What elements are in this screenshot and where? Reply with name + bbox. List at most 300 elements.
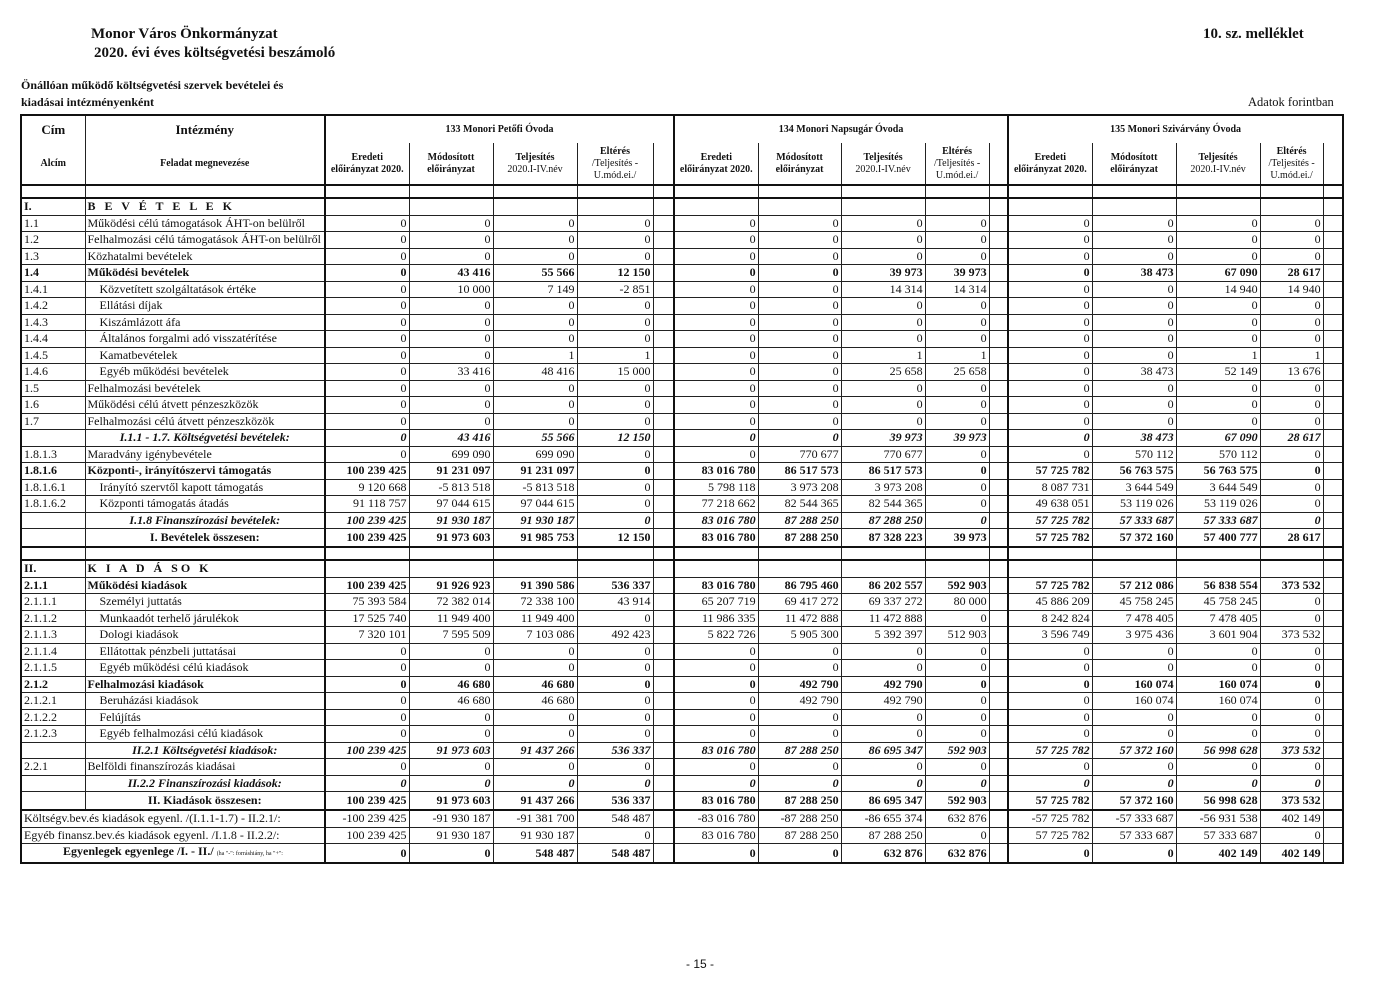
value-cell: 38 473 [1092, 265, 1176, 282]
value-cell: 0 [1092, 347, 1176, 364]
blank-cell [653, 529, 674, 548]
value-cell: 0 [674, 676, 758, 693]
value-cell: 0 [1260, 643, 1323, 660]
value-cell: 0 [925, 380, 989, 397]
value-cell: 7 478 405 [1176, 610, 1260, 627]
blank-cell [653, 232, 674, 249]
value-cell: 0 [1008, 347, 1092, 364]
value-cell: 91 973 603 [409, 529, 493, 548]
value-cell: 0 [758, 331, 841, 348]
value-cell: 0 [493, 726, 577, 743]
row-code: 1.2 [21, 232, 85, 249]
value-cell: 39 973 [841, 430, 925, 447]
value-cell: 0 [1008, 298, 1092, 315]
value-cell: 100 239 425 [325, 463, 409, 480]
value-cell: 100 239 425 [325, 742, 409, 759]
value-cell: 57 725 782 [1008, 463, 1092, 480]
value-cell: 0 [577, 660, 653, 677]
value-cell: 45 758 245 [1176, 594, 1260, 611]
value-cell: 0 [1176, 709, 1260, 726]
blank-cell [989, 529, 1008, 548]
value-cell: 0 [925, 232, 989, 249]
value-cell: 11 472 888 [841, 610, 925, 627]
value-cell: 0 [409, 844, 493, 864]
value-cell: 0 [1260, 660, 1323, 677]
value-cell: 0 [409, 397, 493, 414]
document-title [91, 25, 335, 63]
value-cell: 0 [325, 844, 409, 864]
value-cell: 0 [1260, 298, 1323, 315]
blank-cell [1323, 560, 1343, 577]
row-label: II.2.2 Finanszírozási kiadások: [85, 775, 325, 792]
value-cell: 7 478 405 [1092, 610, 1176, 627]
header-col-modositott-135 [1092, 143, 1176, 185]
table-row [21, 827, 1343, 844]
value-cell: 0 [841, 331, 925, 348]
header-col-elteres-135 [1260, 143, 1323, 185]
spacer-cell [925, 547, 989, 560]
value-cell: 0 [325, 430, 409, 447]
value-cell: 3 601 904 [1176, 627, 1260, 644]
blank-cell [989, 347, 1008, 364]
value-cell: 80 000 [925, 594, 989, 611]
value-cell: 45 886 209 [1008, 594, 1092, 611]
value-cell: 0 [841, 397, 925, 414]
value-cell: 0 [841, 215, 925, 232]
value-cell: 0 [674, 347, 758, 364]
row-code: 1.4.1 [21, 281, 85, 298]
value-cell: 0 [1008, 676, 1092, 693]
table-row [21, 709, 1343, 726]
table-row [21, 446, 1343, 463]
value-cell: 0 [674, 844, 758, 864]
value-cell: 0 [1008, 430, 1092, 447]
value-cell: 0 [1092, 709, 1176, 726]
value-cell: 570 112 [1092, 446, 1176, 463]
header-text: előirányzat [1110, 163, 1158, 175]
blank-cell [989, 430, 1008, 447]
header-text: előirányzat [427, 163, 475, 175]
blank-cell [1323, 496, 1343, 513]
value-cell [925, 560, 989, 577]
value-cell: 83 016 780 [674, 512, 758, 529]
value-cell: 97 044 615 [493, 496, 577, 513]
value-cell: 0 [409, 726, 493, 743]
value-cell: 87 288 250 [841, 512, 925, 529]
value-cell: 33 416 [409, 364, 493, 381]
blank-cell [653, 660, 674, 677]
value-cell: 57 725 782 [1008, 512, 1092, 529]
value-cell: 38 473 [1092, 430, 1176, 447]
value-cell: 536 337 [577, 742, 653, 759]
row-label: Személyi juttatás [85, 594, 325, 611]
value-cell: 0 [493, 660, 577, 677]
blank-cell [1323, 215, 1343, 232]
row-code: 1.6 [21, 397, 85, 414]
value-cell: 0 [1176, 331, 1260, 348]
value-cell: 0 [1008, 265, 1092, 282]
header-col-elteres-134 [925, 143, 989, 185]
header-row-columns [21, 143, 1343, 185]
value-cell: 0 [758, 215, 841, 232]
value-cell: 56 998 628 [1176, 742, 1260, 759]
value-cell: 100 239 425 [325, 792, 409, 811]
value-cell: 0 [674, 643, 758, 660]
value-cell: 46 680 [409, 676, 493, 693]
value-cell: 0 [758, 364, 841, 381]
value-cell: 0 [325, 380, 409, 397]
spacer-cell [1260, 185, 1323, 198]
table-row [21, 792, 1343, 811]
spacer-cell [653, 547, 674, 560]
value-cell: 0 [841, 314, 925, 331]
row-label: Egyéb felhalmozási célú kiadások [85, 726, 325, 743]
blank-cell [989, 627, 1008, 644]
value-cell: 83 016 780 [674, 463, 758, 480]
blank-cell [989, 248, 1008, 265]
blank-cell [989, 792, 1008, 811]
value-cell: 49 638 051 [1008, 496, 1092, 513]
value-cell: 28 617 [1260, 430, 1323, 447]
value-cell: 91 231 097 [493, 463, 577, 480]
value-cell: 0 [674, 331, 758, 348]
row-label: Ellátottak pénzbeli juttatásai [85, 643, 325, 660]
spacer-cell [758, 547, 841, 560]
value-cell: 0 [758, 660, 841, 677]
value-cell [1176, 198, 1260, 215]
spacer-cell [21, 547, 85, 560]
table-row [21, 643, 1343, 660]
row-code: 1.1 [21, 215, 85, 232]
blank-cell [1323, 577, 1343, 594]
value-cell: 0 [325, 232, 409, 249]
value-cell: 0 [1176, 759, 1260, 776]
table-row [21, 479, 1343, 496]
value-cell: 0 [1260, 232, 1323, 249]
value-cell: -91 381 700 [493, 810, 577, 827]
value-cell: 0 [577, 397, 653, 414]
value-cell: 48 416 [493, 364, 577, 381]
value-cell: 0 [325, 413, 409, 430]
value-cell: 0 [758, 380, 841, 397]
value-cell: 0 [674, 314, 758, 331]
row-label: Felhalmozási célú támogatások ÁHT-on belülről [85, 232, 325, 249]
value-cell: 91 437 266 [493, 792, 577, 811]
value-cell: 0 [758, 248, 841, 265]
value-cell: 0 [577, 413, 653, 430]
spacer-cell [325, 547, 409, 560]
value-cell: 57 725 782 [1008, 529, 1092, 548]
header-text: Teljesítés [1198, 151, 1238, 163]
value-cell: 11 949 400 [409, 610, 493, 627]
value-cell [409, 198, 493, 215]
row-label: Működési bevételek [85, 265, 325, 282]
header-text: Módosított [427, 151, 475, 163]
value-cell: 91 437 266 [493, 742, 577, 759]
value-cell: -83 016 780 [674, 810, 758, 827]
table-row [21, 660, 1343, 677]
blank-cell [989, 844, 1008, 864]
value-cell [493, 198, 577, 215]
value-cell: 0 [325, 709, 409, 726]
value-cell: 0 [1092, 643, 1176, 660]
blank-cell [653, 446, 674, 463]
blank-cell [1323, 844, 1343, 864]
value-cell: 0 [325, 265, 409, 282]
blank-cell [1323, 627, 1343, 644]
value-cell: 91 930 187 [409, 827, 493, 844]
row-code: 2.2.1 [21, 759, 85, 776]
spacer-row [21, 547, 1343, 560]
blank-cell [653, 314, 674, 331]
row-code: I. [21, 198, 85, 215]
value-cell: 0 [493, 643, 577, 660]
value-cell: 87 288 250 [758, 792, 841, 811]
value-cell: 11 986 335 [674, 610, 758, 627]
row-code: 2.1.1 [21, 577, 85, 594]
value-cell: 0 [577, 496, 653, 513]
value-cell: 0 [1092, 248, 1176, 265]
row-label-text: Költségv.bev.és kiadások egyenl. /(I.1.1-1.7) - II.2.1/: [24, 811, 281, 826]
spacer-cell [841, 547, 925, 560]
spacer-cell [674, 185, 758, 198]
value-cell: 75 393 584 [325, 594, 409, 611]
row-code [21, 529, 85, 548]
blank-cell [1323, 281, 1343, 298]
blank-cell [989, 446, 1008, 463]
value-cell: 87 288 250 [758, 529, 841, 548]
value-cell: 72 338 100 [493, 594, 577, 611]
spacer-cell [674, 547, 758, 560]
header-text: 2020.I-IV.név [507, 163, 563, 175]
value-cell: -91 930 187 [409, 810, 493, 827]
value-cell: 3 973 208 [758, 479, 841, 496]
value-cell [1008, 198, 1092, 215]
blank-cell [1323, 827, 1343, 844]
spacer-cell [325, 185, 409, 198]
value-cell: 0 [841, 413, 925, 430]
value-cell: 53 119 026 [1092, 496, 1176, 513]
value-cell: 82 544 365 [758, 496, 841, 513]
value-cell: 373 532 [1260, 792, 1323, 811]
value-cell: 5 822 726 [674, 627, 758, 644]
value-cell: 5 905 300 [758, 627, 841, 644]
value-cell: 0 [758, 397, 841, 414]
blank-cell [653, 215, 674, 232]
table-row [21, 314, 1343, 331]
value-cell [409, 560, 493, 577]
blank-cell [1323, 463, 1343, 480]
blank-cell [989, 479, 1008, 496]
spacer-cell [1176, 185, 1260, 198]
blank-cell [1323, 726, 1343, 743]
value-cell: 160 074 [1176, 676, 1260, 693]
value-cell: 0 [674, 660, 758, 677]
value-cell: 0 [493, 232, 577, 249]
value-cell: 91 930 187 [493, 827, 577, 844]
value-cell: -57 333 687 [1092, 810, 1176, 827]
row-label: Kamatbevételek [85, 347, 325, 364]
org-name: Monor Város Önkormányzat [91, 26, 278, 42]
table-row [21, 248, 1343, 265]
row-label: Irányító szervtől kapott támogatás [85, 479, 325, 496]
value-cell: 0 [758, 709, 841, 726]
value-cell: 0 [1260, 512, 1323, 529]
value-cell: 1 [841, 347, 925, 364]
table-row [21, 347, 1343, 364]
table-row [21, 726, 1343, 743]
value-cell: 43 416 [409, 430, 493, 447]
header-col-modositott-133 [409, 143, 493, 185]
row-code: 1.4.2 [21, 298, 85, 315]
value-cell: 0 [1008, 281, 1092, 298]
blank-cell [1323, 298, 1343, 315]
row-label: Működési célú támogatások ÁHT-on belülről [85, 215, 325, 232]
value-cell: 0 [841, 709, 925, 726]
header-text: U.mód.ei./ [935, 169, 979, 181]
table-row [21, 413, 1343, 430]
value-cell: 91 930 187 [493, 512, 577, 529]
value-cell: 43 914 [577, 594, 653, 611]
value-cell: 0 [1260, 413, 1323, 430]
value-cell: 0 [674, 281, 758, 298]
value-cell: 57 372 160 [1092, 529, 1176, 548]
row-code: 2.1.2.2 [21, 709, 85, 726]
value-cell: 87 288 250 [758, 742, 841, 759]
value-cell: 0 [1260, 397, 1323, 414]
row-code: 2.1.1.2 [21, 610, 85, 627]
blank-cell [989, 413, 1008, 430]
header-intezmeny: Intézmény [85, 115, 325, 143]
value-cell: 7 149 [493, 281, 577, 298]
value-cell: -57 725 782 [1008, 810, 1092, 827]
blank-cell [653, 577, 674, 594]
blank-cell [653, 742, 674, 759]
blank-cell [1323, 742, 1343, 759]
value-cell: 45 758 245 [1092, 594, 1176, 611]
table-row [21, 298, 1343, 315]
value-cell: 0 [325, 397, 409, 414]
row-label [21, 827, 325, 844]
value-cell: 770 677 [758, 446, 841, 463]
value-cell: 0 [493, 709, 577, 726]
spacer-cell [577, 185, 653, 198]
value-cell: 0 [674, 232, 758, 249]
value-cell: 0 [1008, 660, 1092, 677]
blank-cell [989, 265, 1008, 282]
value-cell: 0 [1008, 248, 1092, 265]
value-cell: 0 [1260, 248, 1323, 265]
row-label: I.1.1 - 1.7. Költségvetési bevételek: [85, 430, 325, 447]
value-cell: 0 [925, 479, 989, 496]
value-cell: 0 [325, 314, 409, 331]
value-cell: 0 [674, 298, 758, 315]
value-cell: 0 [1176, 298, 1260, 315]
value-cell: 0 [325, 643, 409, 660]
row-code: 2.1.2.3 [21, 726, 85, 743]
blank-cell [653, 676, 674, 693]
row-code [21, 430, 85, 447]
value-cell: 0 [674, 413, 758, 430]
value-cell: 0 [925, 709, 989, 726]
value-cell: 55 566 [493, 265, 577, 282]
value-cell: 0 [1092, 759, 1176, 776]
row-code: 1.7 [21, 413, 85, 430]
blank-cell [653, 693, 674, 710]
value-cell: 0 [925, 726, 989, 743]
value-cell: 0 [1092, 215, 1176, 232]
value-cell [493, 560, 577, 577]
value-cell: 56 763 575 [1176, 463, 1260, 480]
blank-cell [1323, 775, 1343, 792]
row-label [21, 810, 325, 827]
value-cell: 0 [325, 248, 409, 265]
page-number: - 15 - [685, 957, 714, 971]
value-cell: 0 [493, 314, 577, 331]
blank-cell [1323, 660, 1343, 677]
value-cell: 15 000 [577, 364, 653, 381]
value-cell: 57 725 782 [1008, 742, 1092, 759]
value-cell: 492 790 [758, 676, 841, 693]
value-cell [674, 198, 758, 215]
value-cell: 0 [577, 643, 653, 660]
value-cell: -86 655 374 [841, 810, 925, 827]
value-cell: 0 [925, 298, 989, 315]
value-cell: 0 [674, 430, 758, 447]
spacer-cell [1092, 547, 1176, 560]
blank-cell [1323, 643, 1343, 660]
value-cell: 592 903 [925, 742, 989, 759]
blank-cell [653, 364, 674, 381]
value-cell: 87 328 223 [841, 529, 925, 548]
blank-cell [989, 512, 1008, 529]
value-cell: 0 [1008, 844, 1092, 864]
value-cell: 57 333 687 [1176, 827, 1260, 844]
value-cell: 632 876 [925, 810, 989, 827]
spacer-row [21, 185, 1343, 198]
value-cell: 3 644 549 [1092, 479, 1176, 496]
value-cell: -2 851 [577, 281, 653, 298]
blank-cell [989, 610, 1008, 627]
value-cell: 1 [925, 347, 989, 364]
row-note: (ha "-": forráshiány, ha "+": [216, 851, 283, 857]
blank-cell [989, 364, 1008, 381]
value-cell: 492 423 [577, 627, 653, 644]
blank-cell [989, 726, 1008, 743]
spacer-cell [841, 185, 925, 198]
blank-cell [1323, 198, 1343, 215]
value-cell: 69 417 272 [758, 594, 841, 611]
blank-cell [1323, 709, 1343, 726]
value-cell: 12 150 [577, 430, 653, 447]
table-row [21, 775, 1343, 792]
spacer-cell [493, 547, 577, 560]
value-cell: 25 658 [925, 364, 989, 381]
value-cell: 0 [409, 413, 493, 430]
spacer-cell [925, 185, 989, 198]
value-cell: 0 [1092, 397, 1176, 414]
row-code: II. [21, 560, 85, 577]
blank-cell [653, 512, 674, 529]
blank-cell [1323, 610, 1343, 627]
value-cell: 0 [841, 380, 925, 397]
value-cell: 0 [1092, 314, 1176, 331]
table-row [21, 759, 1343, 776]
value-cell: 0 [1008, 232, 1092, 249]
value-cell: 57 333 687 [1176, 512, 1260, 529]
value-cell: 373 532 [1260, 627, 1323, 644]
row-code [21, 512, 85, 529]
